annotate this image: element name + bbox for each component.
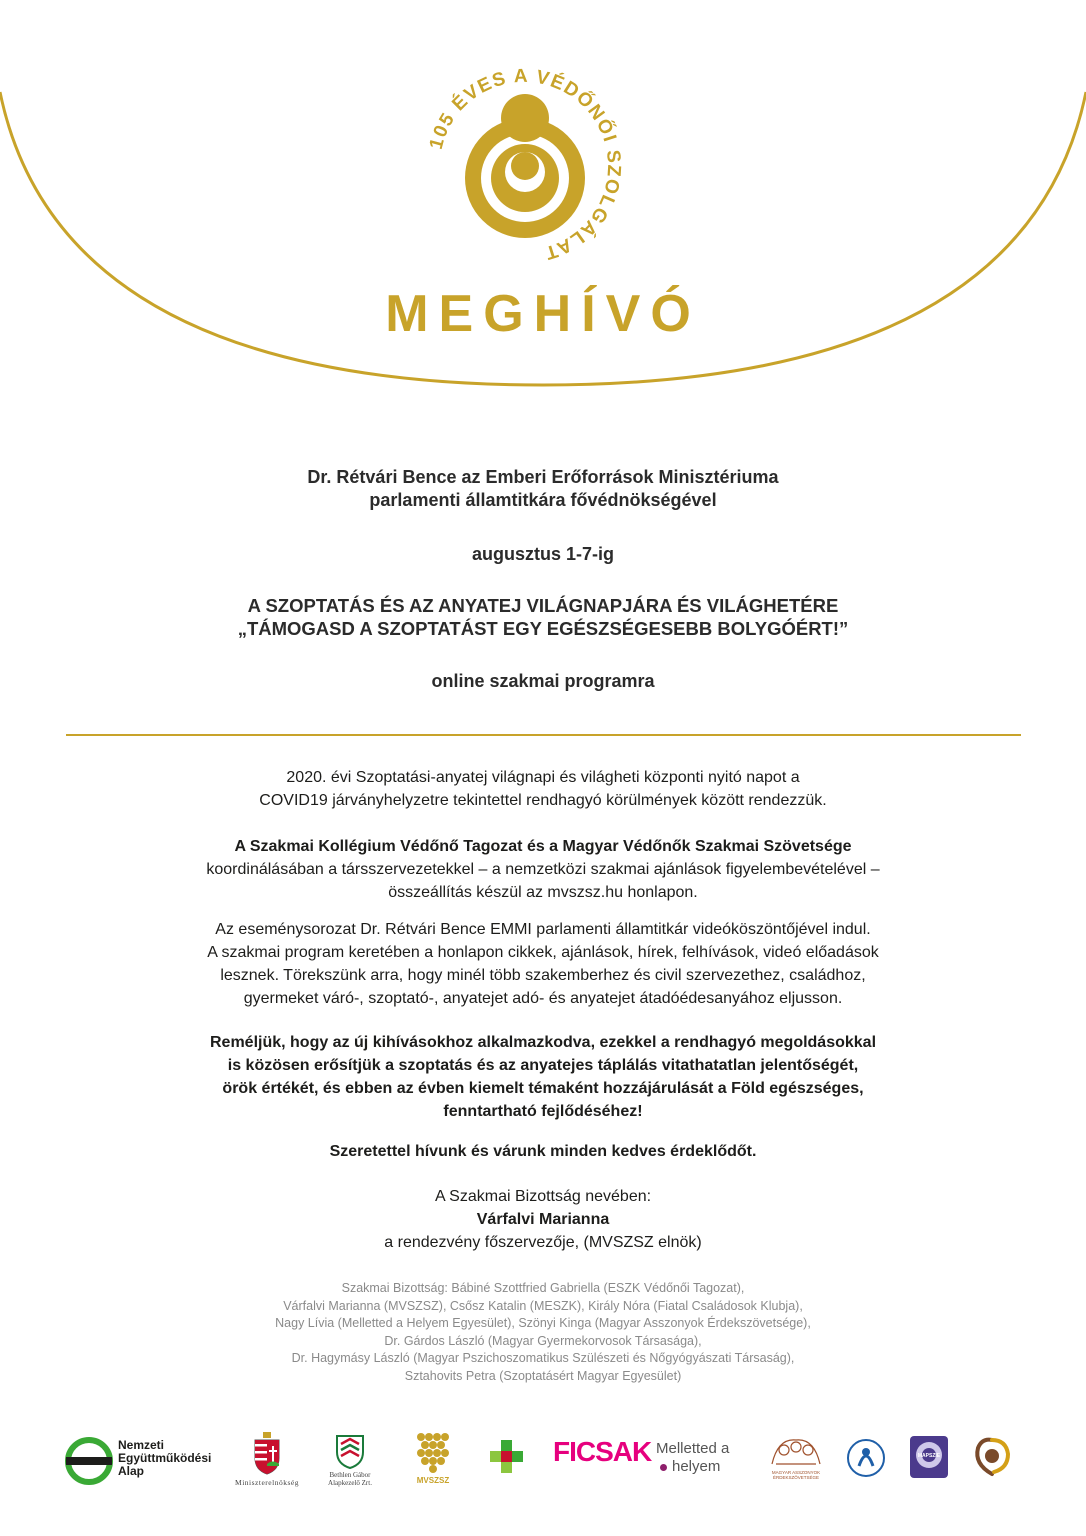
paragraph-line: fenntartható fejlődéséhez! [443, 1103, 643, 1120]
bethlen-line: Bethlen Gábor [329, 1471, 371, 1479]
committee-line: Nagy Lívia (Melletted a Helyem Egyesület), Szönyi Kinga (Magyar Asszonyok Érdekszövetsége), [275, 1316, 811, 1330]
health-cross-icon [488, 1438, 526, 1476]
organizers-heading: A Szakmai Kollégium Védőnő Tagozat és a Magyar Védőnők Szakmai Szövetsége [234, 838, 852, 855]
melletted-line: Melletted a [656, 1440, 730, 1457]
committee-line: Sztahovits Petra (Szoptatásért Magyar Egyesület) [404, 1368, 682, 1383]
committee-line: Dr. Gárdos László (Magyar Gyermekorvosok Társasága), [384, 1333, 702, 1348]
paragraph-line: COVID19 járványhelyzetre tekintettel rendhagyó körülmények között rendezzük. [259, 792, 827, 809]
paragraph-line: 2020. évi Szoptatási-anyatej világnapi és világheti központi nyitó napot a [286, 769, 800, 786]
invitation-line: Szeretettel hívunk és várunk minden kedves érdeklődőt. [329, 1143, 757, 1160]
page-title: MEGHÍVÓ [385, 285, 701, 343]
mapszie-label: MAPSZIE [917, 1453, 941, 1459]
ficsak-logo: FICSAK [553, 1436, 652, 1467]
event-title-line-2: „TÁMOGASD A SZOPTATÁST EGY EGÉSZSÉGESEBB BOLYGÓÉRT!” [237, 618, 849, 639]
blue-circle-logo-icon [846, 1438, 886, 1478]
committee-list [60, 1280, 1026, 1385]
nea-line: Alap [118, 1464, 145, 1478]
ministry-label: Miniszterelnökség [235, 1478, 299, 1487]
nea-logo-text [118, 1439, 211, 1478]
event-date: augusztus 1-7-ig [471, 544, 614, 564]
paragraph-intro [60, 766, 1026, 812]
paragraph-line: összeállítás készül az mvszsz.hu honlapon. [388, 884, 698, 901]
mvszsz-label: MVSZSZ [416, 1476, 450, 1485]
paragraph-hope [60, 1031, 1026, 1123]
online-program: online szakmai programra [431, 671, 655, 691]
paragraph-line: örök értékét, és ebben az évben kiemelt témaként hozzájárulását a Föld egészséges, [222, 1080, 864, 1097]
melletted-logo [656, 1440, 729, 1476]
bethlen-shield-icon [335, 1434, 365, 1470]
paragraph-line: A szakmai program keretében a honlapon cikkek, ajánlások, hírek, felhívások, videó előadások [207, 944, 879, 961]
logo-ring-text: 105 ÉVES A VÉDŐNŐI SZOLGÁLAT [425, 66, 624, 264]
signature-role: a rendezvény főszervezője, (MVSZSZ elnök) [384, 1234, 702, 1251]
paragraph-line: gyermeket váró-, szoptató-, anyatejet adó- és anyatejet átadóédesanyához eljusson. [243, 990, 843, 1007]
event-title-line-1: A SZOPTATÁS ÉS AZ ANYATEJ VILÁGNAPJÁRA ÉS VILÁGHETÉRE [247, 595, 839, 616]
mother-baby-logo-icon [970, 1434, 1014, 1478]
paragraph-line: Reméljük, hogy az új kihívásokhoz alkalmazkodva, ezekkel a rendhagyó megoldásokkal [209, 1034, 877, 1051]
divider [66, 734, 1021, 736]
nea-line: Nemzeti [118, 1438, 165, 1452]
signature-name: Várfalvi Marianna [476, 1211, 610, 1228]
paragraph-program [60, 918, 1026, 1010]
anniversary-logo [424, 66, 624, 266]
patron-block [60, 466, 1026, 512]
sponsor-logos [0, 1428, 1086, 1508]
nea-line: Együttműködési [118, 1451, 212, 1465]
coat-of-arms-icon [252, 1432, 282, 1476]
nea-logo-icon [64, 1436, 114, 1486]
paragraph-organizers [60, 835, 1026, 904]
asszonyok-logo-icon [768, 1434, 824, 1468]
committee-line: Szakmai Bizottság: Bábiné Szottfried Gabriella (ESZK Védőnői Tagozat), [341, 1281, 745, 1295]
event-title [60, 594, 1026, 640]
bethlen-label [318, 1471, 382, 1487]
mvszsz-logo-icon [416, 1432, 450, 1474]
committee-line: Dr. Hagymásy László (Magyar Pszichoszomatikus Szülészeti és Nőgyógyászati Társaság), [291, 1351, 795, 1365]
signature-block [60, 1185, 1026, 1254]
melletted-line: helyem [672, 1458, 721, 1475]
patron-line-2: parlamenti államtitkára fővédnökségével [369, 490, 717, 510]
paragraph-line: lesznek. Törekszünk arra, hogy minél több szakemberhez és civil szervezethez, családhoz, [220, 967, 866, 984]
bethlen-line: Alapkezelő Zrt. [328, 1479, 372, 1487]
paragraph-line: Az eseménysorozat Dr. Rétvári Bence EMMI parlamenti államtitkár videóköszöntőjével indul. [215, 921, 871, 938]
signature-intro: A Szakmai Bizottság nevében: [434, 1188, 652, 1205]
patron-line-1: Dr. Rétvári Bence az Emberi Erőforrások Minisztériuma [307, 467, 779, 487]
paragraph-line: is közösen erősítjük a szoptatás és az anyatejes táplálás vitathatatlan jelentőségét, [227, 1057, 859, 1074]
asszonyok-label: MAGYAR ASSZONYOK ÉRDEKSZÖVETSÉGE [771, 1470, 821, 1480]
paragraph-line: koordinálásában a társszervezetekkel – a nemzetközi szakmai ajánlások figyelembevételével – [206, 861, 880, 878]
committee-line: Várfalvi Marianna (MVSZSZ), Csősz Katalin (MESZK), Király Nóra (Fiatal Családosok Klubja), [283, 1298, 803, 1313]
